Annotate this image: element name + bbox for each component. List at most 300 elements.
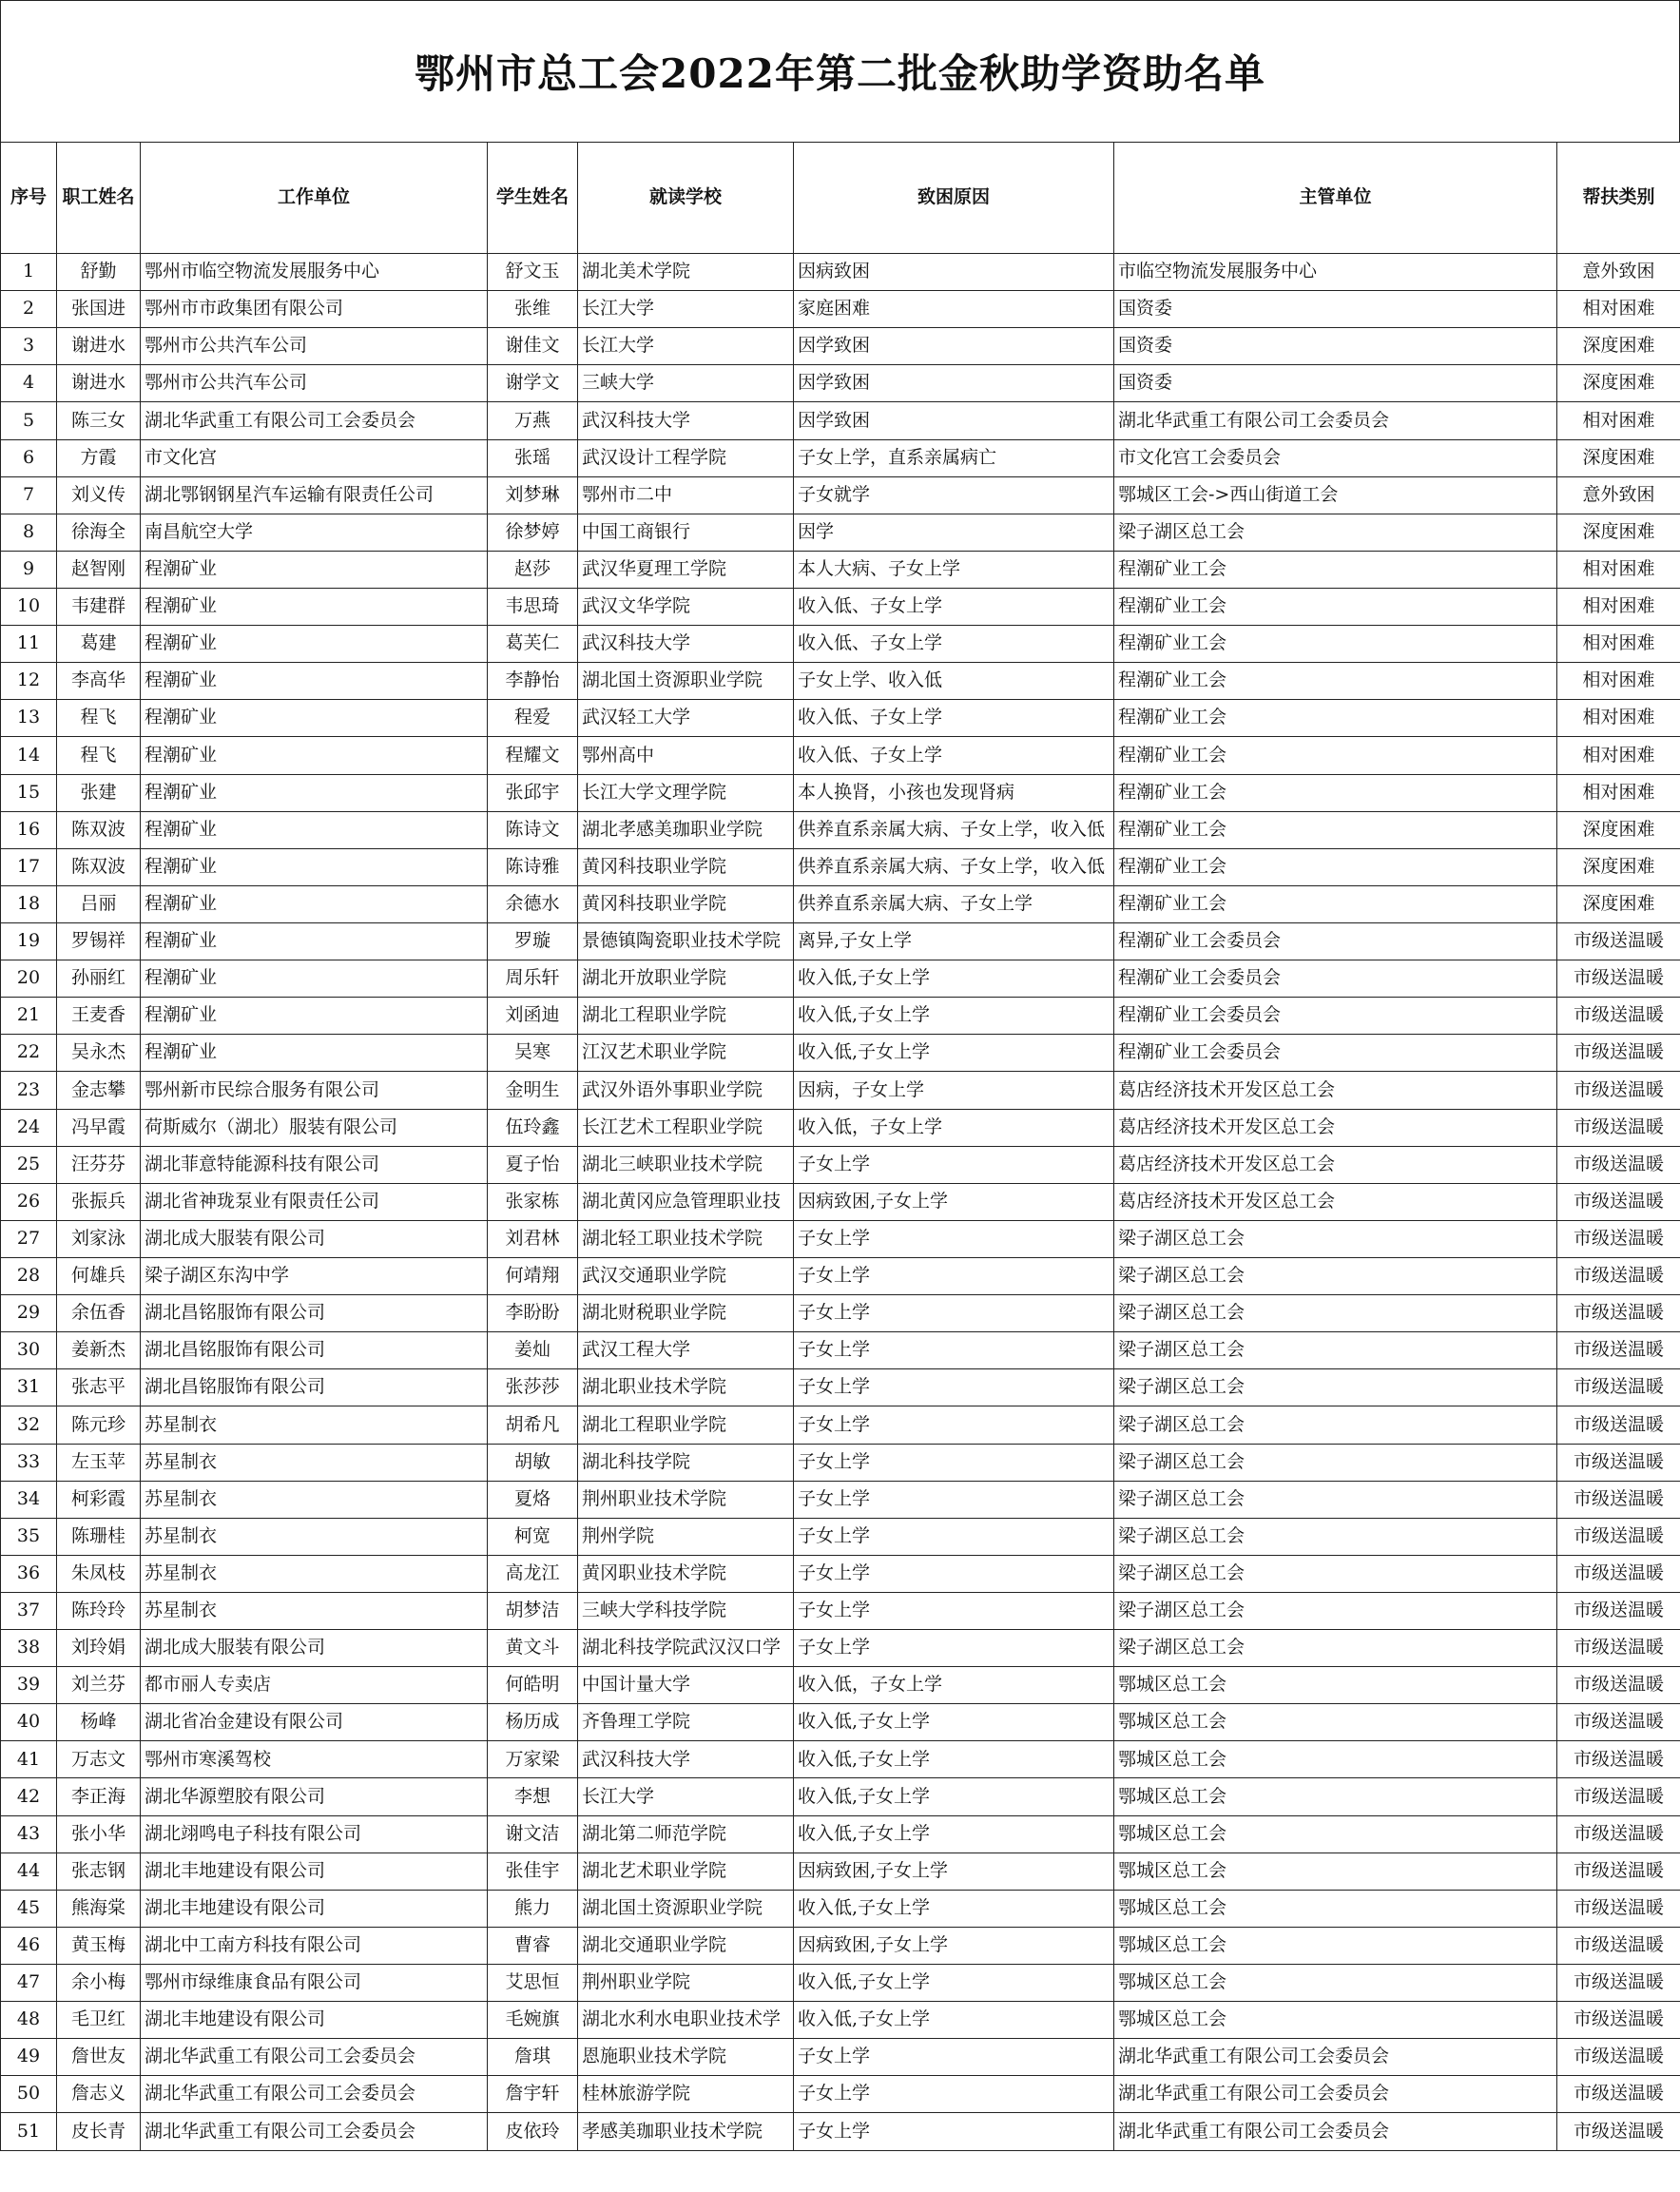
cell-index: 41 [1,1741,57,1778]
cell-work-unit: 湖北丰地建设有限公司 [141,1890,488,1927]
cell-worker-name: 金志攀 [57,1072,141,1109]
cell-hardship-reason: 因病致困,子女上学 [794,1853,1114,1890]
cell-supervising-unit: 葛店经济技术开发区总工会 [1114,1183,1557,1220]
cell-index: 13 [1,700,57,737]
cell-hardship-reason: 子女上学 [794,2113,1114,2150]
cell-aid-category: 相对困难 [1557,737,1680,774]
cell-aid-category: 深度困难 [1557,848,1680,885]
cell-student-name: 胡梦洁 [488,1592,578,1629]
cell-hardship-reason: 收入低,子女上学 [794,998,1114,1035]
cell-aid-category: 相对困难 [1557,663,1680,700]
cell-index: 30 [1,1332,57,1369]
cell-index: 36 [1,1555,57,1592]
cell-aid-category: 深度困难 [1557,328,1680,365]
cell-work-unit: 程潮矿业 [141,737,488,774]
table-row [1,1704,1680,1741]
cell-hardship-reason: 子女上学 [794,1555,1114,1592]
cell-work-unit: 程潮矿业 [141,626,488,663]
cell-school: 湖北国土资源职业学院 [578,1890,794,1927]
cell-student-name: 刘函迪 [488,998,578,1035]
cell-school: 湖北第二师范学院 [578,1815,794,1853]
cell-worker-name: 杨峰 [57,1704,141,1741]
cell-student-name: 谢学文 [488,365,578,402]
cell-aid-category: 相对困难 [1557,700,1680,737]
cell-work-unit: 鄂州市临空物流发展服务中心 [141,254,488,291]
cell-work-unit: 湖北省神珑泵业有限责任公司 [141,1183,488,1220]
table-row [1,1406,1680,1444]
table-row [1,1444,1680,1481]
cell-student-name: 张瑶 [488,439,578,476]
cell-student-name: 刘梦琳 [488,476,578,514]
cell-work-unit: 湖北昌铭服饰有限公司 [141,1295,488,1332]
table-row [1,1778,1680,1815]
cell-work-unit: 苏星制衣 [141,1518,488,1555]
cell-student-name: 程耀文 [488,737,578,774]
cell-hardship-reason: 子女上学 [794,1630,1114,1667]
cell-work-unit: 苏星制衣 [141,1444,488,1481]
cell-aid-category: 相对困难 [1557,626,1680,663]
cell-index: 10 [1,588,57,625]
cell-index: 47 [1,1965,57,2002]
cell-school: 三峡大学 [578,365,794,402]
cell-index: 23 [1,1072,57,1109]
cell-student-name: 李静怡 [488,663,578,700]
cell-aid-category: 市级送温暖 [1557,1332,1680,1369]
cell-work-unit: 湖北华武重工有限公司工会委员会 [141,2113,488,2150]
cell-index: 37 [1,1592,57,1629]
header-row [1,143,1680,254]
cell-student-name: 夏子怡 [488,1146,578,1183]
table-row [1,700,1680,737]
cell-supervising-unit: 程潮矿业工会委员会 [1114,960,1557,998]
cell-work-unit: 湖北翊鸣电子科技有限公司 [141,1815,488,1853]
cell-hardship-reason: 因学致困 [794,365,1114,402]
cell-student-name: 万燕 [488,402,578,439]
cell-worker-name: 陈元珍 [57,1406,141,1444]
cell-supervising-unit: 湖北华武重工有限公司工会委员会 [1114,402,1557,439]
table-row [1,1072,1680,1109]
cell-hardship-reason: 供养直系亲属大病、子女上学 [794,885,1114,922]
cell-work-unit: 鄂州市公共汽车公司 [141,328,488,365]
cell-work-unit: 湖北中工南方科技有限公司 [141,1927,488,1964]
cell-work-unit: 市文化宫 [141,439,488,476]
cell-hardship-reason: 收入低,子女上学 [794,1965,1114,2002]
header-hardship-reason: 致困原因 [794,143,1114,254]
cell-worker-name: 罗锡祥 [57,922,141,960]
cell-student-name: 姜灿 [488,1332,578,1369]
cell-student-name: 曹睿 [488,1927,578,1964]
cell-work-unit: 程潮矿业 [141,1035,488,1072]
cell-student-name: 谢文洁 [488,1815,578,1853]
cell-supervising-unit: 程潮矿业工会委员会 [1114,922,1557,960]
cell-work-unit: 苏星制衣 [141,1406,488,1444]
cell-index: 43 [1,1815,57,1853]
table-row [1,1109,1680,1146]
cell-aid-category: 市级送温暖 [1557,2039,1680,2076]
cell-supervising-unit: 市文化宫工会委员会 [1114,439,1557,476]
cell-supervising-unit: 葛店经济技术开发区总工会 [1114,1072,1557,1109]
cell-worker-name: 刘兰芬 [57,1667,141,1704]
cell-worker-name: 张志钢 [57,1853,141,1890]
cell-hardship-reason: 子女上学 [794,1220,1114,1257]
cell-worker-name: 张振兵 [57,1183,141,1220]
table-row [1,2039,1680,2076]
cell-supervising-unit: 国资委 [1114,328,1557,365]
cell-worker-name: 左玉苹 [57,1444,141,1481]
cell-school: 长江大学文理学院 [578,774,794,811]
cell-supervising-unit: 程潮矿业工会 [1114,737,1557,774]
cell-school: 湖北科技学院 [578,1444,794,1481]
cell-student-name: 胡敏 [488,1444,578,1481]
cell-worker-name: 冯早霞 [57,1109,141,1146]
cell-index: 31 [1,1369,57,1406]
cell-supervising-unit: 鄂城区工会->西山街道工会 [1114,476,1557,514]
cell-student-name: 罗璇 [488,922,578,960]
cell-work-unit: 程潮矿业 [141,998,488,1035]
cell-school: 武汉轻工大学 [578,700,794,737]
cell-student-name: 张佳宇 [488,1853,578,1890]
cell-school: 黄冈职业技术学院 [578,1555,794,1592]
cell-aid-category: 相对困难 [1557,551,1680,588]
table-row [1,1183,1680,1220]
cell-supervising-unit: 梁子湖区总工会 [1114,1406,1557,1444]
cell-worker-name: 余伍香 [57,1295,141,1332]
cell-aid-category: 市级送温暖 [1557,1109,1680,1146]
cell-supervising-unit: 鄂城区总工会 [1114,1704,1557,1741]
cell-index: 3 [1,328,57,365]
cell-hardship-reason: 供养直系亲属大病、子女上学，收入低 [794,811,1114,848]
cell-school: 武汉设计工程学院 [578,439,794,476]
cell-school: 荆州职业学院 [578,1965,794,2002]
cell-index: 5 [1,402,57,439]
cell-index: 24 [1,1109,57,1146]
table-row [1,1146,1680,1183]
cell-student-name: 杨历成 [488,1704,578,1741]
cell-school: 湖北国土资源职业学院 [578,663,794,700]
cell-index: 27 [1,1220,57,1257]
cell-worker-name: 皮长青 [57,2113,141,2150]
cell-school: 齐鲁理工学院 [578,1704,794,1741]
cell-hardship-reason: 子女上学 [794,1332,1114,1369]
table-row [1,1369,1680,1406]
cell-index: 25 [1,1146,57,1183]
cell-index: 14 [1,737,57,774]
cell-work-unit: 湖北成大服装有限公司 [141,1220,488,1257]
cell-hardship-reason: 供养直系亲属大病、子女上学，收入低 [794,848,1114,885]
cell-school: 湖北美术学院 [578,254,794,291]
cell-index: 9 [1,551,57,588]
cell-student-name: 高龙江 [488,1555,578,1592]
cell-hardship-reason: 收入低,子女上学 [794,2002,1114,2039]
cell-supervising-unit: 梁子湖区总工会 [1114,1332,1557,1369]
table-row [1,1220,1680,1257]
cell-worker-name: 程飞 [57,737,141,774]
cell-work-unit: 程潮矿业 [141,663,488,700]
cell-school: 武汉工程大学 [578,1332,794,1369]
cell-aid-category: 市级送温暖 [1557,960,1680,998]
cell-school: 湖北财税职业学院 [578,1295,794,1332]
cell-school: 江汉艺术职业学院 [578,1035,794,1072]
cell-work-unit: 湖北华武重工有限公司工会委员会 [141,402,488,439]
cell-aid-category: 意外致困 [1557,254,1680,291]
cell-hardship-reason: 收入低,子女上学 [794,1890,1114,1927]
cell-work-unit: 程潮矿业 [141,700,488,737]
cell-aid-category: 市级送温暖 [1557,1927,1680,1964]
cell-worker-name: 舒勤 [57,254,141,291]
cell-school: 武汉交通职业学院 [578,1257,794,1294]
table-row [1,1332,1680,1369]
cell-supervising-unit: 梁子湖区总工会 [1114,1444,1557,1481]
cell-aid-category: 市级送温暖 [1557,1630,1680,1667]
table-row [1,328,1680,365]
cell-school: 中国工商银行 [578,514,794,551]
cell-supervising-unit: 鄂城区总工会 [1114,1815,1557,1853]
cell-school: 武汉外语外事职业学院 [578,1072,794,1109]
cell-aid-category: 市级送温暖 [1557,1444,1680,1481]
cell-worker-name: 韦建群 [57,588,141,625]
cell-supervising-unit: 梁子湖区总工会 [1114,514,1557,551]
cell-worker-name: 张小华 [57,1815,141,1853]
cell-supervising-unit: 梁子湖区总工会 [1114,1592,1557,1629]
cell-worker-name: 谢进水 [57,365,141,402]
cell-supervising-unit: 程潮矿业工会 [1114,848,1557,885]
cell-student-name: 万家梁 [488,1741,578,1778]
table-row [1,439,1680,476]
cell-index: 16 [1,811,57,848]
cell-aid-category: 市级送温暖 [1557,1667,1680,1704]
cell-worker-name: 刘玲娟 [57,1630,141,1667]
cell-supervising-unit: 国资委 [1114,365,1557,402]
table-row [1,476,1680,514]
cell-student-name: 陈诗雅 [488,848,578,885]
cell-student-name: 刘君林 [488,1220,578,1257]
header-student-name: 学生姓名 [488,143,578,254]
cell-student-name: 詹琪 [488,2039,578,2076]
cell-supervising-unit: 湖北华武重工有限公司工会委员会 [1114,2113,1557,2150]
cell-work-unit: 苏星制衣 [141,1555,488,1592]
cell-hardship-reason: 离异,子女上学 [794,922,1114,960]
cell-aid-category: 深度困难 [1557,514,1680,551]
cell-supervising-unit: 梁子湖区总工会 [1114,1295,1557,1332]
header-supervising-unit: 主管单位 [1114,143,1557,254]
cell-supervising-unit: 程潮矿业工会 [1114,626,1557,663]
cell-hardship-reason: 收入低、子女上学 [794,626,1114,663]
cell-index: 50 [1,2076,57,2113]
cell-worker-name: 余小梅 [57,1965,141,2002]
cell-supervising-unit: 鄂城区总工会 [1114,2002,1557,2039]
cell-worker-name: 陈三女 [57,402,141,439]
cell-supervising-unit: 梁子湖区总工会 [1114,1369,1557,1406]
cell-school: 鄂州高中 [578,737,794,774]
cell-index: 18 [1,885,57,922]
cell-aid-category: 意外致困 [1557,476,1680,514]
cell-student-name: 伍玲鑫 [488,1109,578,1146]
cell-school: 荆州职业技术学院 [578,1481,794,1518]
cell-student-name: 葛芙仁 [488,626,578,663]
cell-aid-category: 深度困难 [1557,885,1680,922]
cell-index: 38 [1,1630,57,1667]
cell-aid-category: 市级送温暖 [1557,1183,1680,1220]
cell-index: 7 [1,476,57,514]
cell-school: 长江艺术工程职业学院 [578,1109,794,1146]
table-row [1,1630,1680,1667]
cell-aid-category: 深度困难 [1557,439,1680,476]
cell-worker-name: 陈玲玲 [57,1592,141,1629]
cell-supervising-unit: 程潮矿业工会 [1114,774,1557,811]
cell-worker-name: 汪芬芬 [57,1146,141,1183]
table-row [1,1035,1680,1072]
cell-aid-category: 相对困难 [1557,588,1680,625]
cell-hardship-reason: 子女上学 [794,2076,1114,2113]
cell-student-name: 何皓明 [488,1667,578,1704]
cell-hardship-reason: 子女上学 [794,2039,1114,2076]
cell-hardship-reason: 收入低,子女上学 [794,1035,1114,1072]
cell-supervising-unit: 鄂城区总工会 [1114,1667,1557,1704]
cell-supervising-unit: 程潮矿业工会 [1114,811,1557,848]
cell-work-unit: 湖北华武重工有限公司工会委员会 [141,2039,488,2076]
header-worker-name: 职工姓名 [57,143,141,254]
cell-worker-name: 葛建 [57,626,141,663]
cell-supervising-unit: 葛店经济技术开发区总工会 [1114,1146,1557,1183]
cell-aid-category: 深度困难 [1557,811,1680,848]
cell-hardship-reason: 子女上学 [794,1518,1114,1555]
cell-school: 湖北三峡职业技术学院 [578,1146,794,1183]
cell-student-name: 余德水 [488,885,578,922]
aid-list-table [0,142,1680,2151]
cell-aid-category: 市级送温暖 [1557,1965,1680,2002]
table-row [1,998,1680,1035]
cell-index: 20 [1,960,57,998]
cell-work-unit: 湖北成大服装有限公司 [141,1630,488,1667]
table-body [1,254,1680,2151]
cell-school: 武汉文华学院 [578,588,794,625]
cell-school: 桂林旅游学院 [578,2076,794,2113]
cell-student-name: 皮依玲 [488,2113,578,2150]
cell-aid-category: 市级送温暖 [1557,1741,1680,1778]
cell-student-name: 张莎莎 [488,1369,578,1406]
cell-supervising-unit: 梁子湖区总工会 [1114,1220,1557,1257]
cell-school: 湖北科技学院武汉汉口学 [578,1630,794,1667]
cell-work-unit: 湖北昌铭服饰有限公司 [141,1332,488,1369]
cell-student-name: 熊力 [488,1890,578,1927]
cell-hardship-reason: 本人换肾，小孩也发现肾病 [794,774,1114,811]
cell-aid-category: 市级送温暖 [1557,998,1680,1035]
cell-aid-category: 市级送温暖 [1557,1778,1680,1815]
cell-supervising-unit: 湖北华武重工有限公司工会委员会 [1114,2039,1557,2076]
cell-school: 湖北工程职业学院 [578,998,794,1035]
cell-hardship-reason: 收入低,子女上学 [794,960,1114,998]
cell-worker-name: 程飞 [57,700,141,737]
cell-hardship-reason: 收入低、子女上学 [794,588,1114,625]
cell-supervising-unit: 程潮矿业工会 [1114,885,1557,922]
table-row [1,2076,1680,2113]
cell-school: 湖北水利水电职业技术学 [578,2002,794,2039]
cell-school: 武汉科技大学 [578,1741,794,1778]
cell-work-unit: 湖北鄂钢钢星汽车运输有限责任公司 [141,476,488,514]
cell-aid-category: 市级送温暖 [1557,1815,1680,1853]
cell-hardship-reason: 家庭困难 [794,291,1114,328]
cell-aid-category: 市级送温暖 [1557,1035,1680,1072]
cell-supervising-unit: 梁子湖区总工会 [1114,1257,1557,1294]
cell-worker-name: 詹世友 [57,2039,141,2076]
cell-supervising-unit: 梁子湖区总工会 [1114,1481,1557,1518]
cell-student-name: 韦思琦 [488,588,578,625]
cell-supervising-unit: 鄂城区总工会 [1114,1778,1557,1815]
cell-aid-category: 深度困难 [1557,365,1680,402]
cell-work-unit: 湖北丰地建设有限公司 [141,2002,488,2039]
cell-supervising-unit: 湖北华武重工有限公司工会委员会 [1114,2076,1557,2113]
cell-supervising-unit: 梁子湖区总工会 [1114,1518,1557,1555]
cell-work-unit: 湖北华源塑胶有限公司 [141,1778,488,1815]
cell-school: 湖北艺术职业学院 [578,1853,794,1890]
cell-hardship-reason: 本人大病、子女上学 [794,551,1114,588]
cell-student-name: 谢佳文 [488,328,578,365]
cell-aid-category: 市级送温暖 [1557,1146,1680,1183]
cell-hardship-reason: 子女上学 [794,1444,1114,1481]
cell-aid-category: 市级送温暖 [1557,1518,1680,1555]
cell-student-name: 周乐轩 [488,960,578,998]
cell-student-name: 胡希凡 [488,1406,578,1444]
cell-index: 21 [1,998,57,1035]
cell-student-name: 陈诗文 [488,811,578,848]
cell-worker-name: 谢进水 [57,328,141,365]
cell-supervising-unit: 梁子湖区总工会 [1114,1555,1557,1592]
cell-work-unit: 湖北省冶金建设有限公司 [141,1704,488,1741]
cell-index: 15 [1,774,57,811]
cell-worker-name: 毛卫红 [57,2002,141,2039]
cell-aid-category: 市级送温暖 [1557,1295,1680,1332]
cell-index: 46 [1,1927,57,1964]
cell-student-name: 柯宽 [488,1518,578,1555]
cell-supervising-unit: 鄂城区总工会 [1114,1890,1557,1927]
cell-index: 8 [1,514,57,551]
cell-school: 湖北职业技术学院 [578,1369,794,1406]
cell-school: 荆州学院 [578,1518,794,1555]
table-row [1,1815,1680,1853]
cell-aid-category: 市级送温暖 [1557,1592,1680,1629]
cell-work-unit: 程潮矿业 [141,774,488,811]
cell-supervising-unit: 程潮矿业工会委员会 [1114,998,1557,1035]
cell-work-unit: 鄂州市市政集团有限公司 [141,291,488,328]
cell-hardship-reason: 因病致困,子女上学 [794,1927,1114,1964]
cell-work-unit: 鄂州新市民综合服务有限公司 [141,1072,488,1109]
cell-worker-name: 方霞 [57,439,141,476]
cell-worker-name: 詹志义 [57,2076,141,2113]
cell-supervising-unit: 鄂城区总工会 [1114,1741,1557,1778]
cell-school: 湖北孝感美珈职业学院 [578,811,794,848]
cell-supervising-unit: 程潮矿业工会 [1114,700,1557,737]
cell-worker-name: 王麦香 [57,998,141,1035]
cell-hardship-reason: 因学致困 [794,328,1114,365]
table-row [1,811,1680,848]
cell-aid-category: 市级送温暖 [1557,1853,1680,1890]
cell-supervising-unit: 葛店经济技术开发区总工会 [1114,1109,1557,1146]
table-row [1,402,1680,439]
cell-aid-category: 相对困难 [1557,774,1680,811]
cell-index: 33 [1,1444,57,1481]
cell-school: 恩施职业技术学院 [578,2039,794,2076]
cell-student-name: 毛婉旗 [488,2002,578,2039]
cell-work-unit: 都市丽人专卖店 [141,1667,488,1704]
cell-supervising-unit: 程潮矿业工会委员会 [1114,1035,1557,1072]
cell-school: 湖北开放职业学院 [578,960,794,998]
cell-worker-name: 孙丽红 [57,960,141,998]
cell-hardship-reason: 收入低,子女上学 [794,1815,1114,1853]
table-row [1,254,1680,291]
cell-hardship-reason: 子女上学、收入低 [794,663,1114,700]
cell-worker-name: 何雄兵 [57,1257,141,1294]
cell-index: 34 [1,1481,57,1518]
